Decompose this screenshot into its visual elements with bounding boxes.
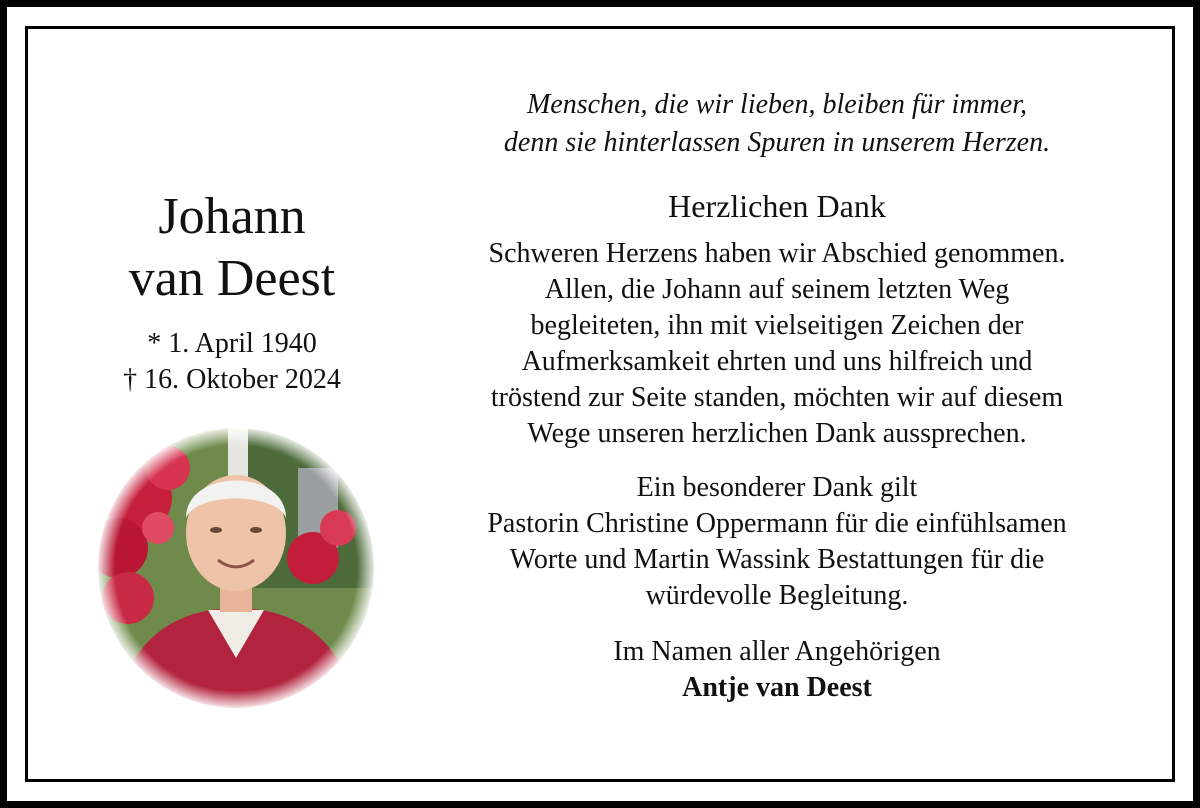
paragraph-line: würdevolle Begleitung. [645,580,909,611]
paragraph-line: Wege unseren herzlichen Dank aussprechen. [527,418,1027,449]
signature-block [432,634,1122,706]
birth-date: * 1. April 1940 [147,328,317,359]
signature-name: Antje van Deest [682,672,872,703]
special-thanks-paragraph [432,470,1122,614]
message-column [432,86,1122,706]
signature-intro: Im Namen aller Angehörigen [613,636,941,667]
paragraph-line: Ein besonderer Dank gilt [636,472,918,503]
thanks-heading: Herzlichen Dank [668,188,886,224]
death-date: † 16. Oktober 2024 [123,364,341,395]
portrait-illustration [98,428,374,708]
quote-line: Menschen, die wir lieben, bleiben für immer, [526,89,1027,120]
portrait-photo [98,428,374,708]
thanks-paragraph [432,236,1122,452]
deceased-first-name: Johann [158,188,306,245]
quote-line: denn sie hinterlassen Spuren in unserem Herzen. [503,127,1051,158]
memorial-quote [432,86,1122,162]
paragraph-line: tröstend zur Seite standen, möchten wir auf diesem [490,382,1064,413]
life-dates [72,326,392,398]
paragraph-line: Aufmerksamkeit ehrten und uns hilfreich und [521,346,1033,377]
paragraph-line: Schweren Herzens haben wir Abschied genommen. [488,238,1066,269]
paragraph-line: Worte und Martin Wassink Bestattungen für die [509,544,1045,575]
paragraph-line: Pastorin Christine Oppermann für die einfühlsamen [487,508,1067,539]
paragraph-line: Allen, die Johann auf seinem letzten Weg [544,274,1010,305]
deceased-info [72,186,392,398]
paragraph-line: begleiteten, ihn mit vielseitigen Zeichen der [530,310,1024,341]
deceased-last-name: van Deest [128,250,336,307]
